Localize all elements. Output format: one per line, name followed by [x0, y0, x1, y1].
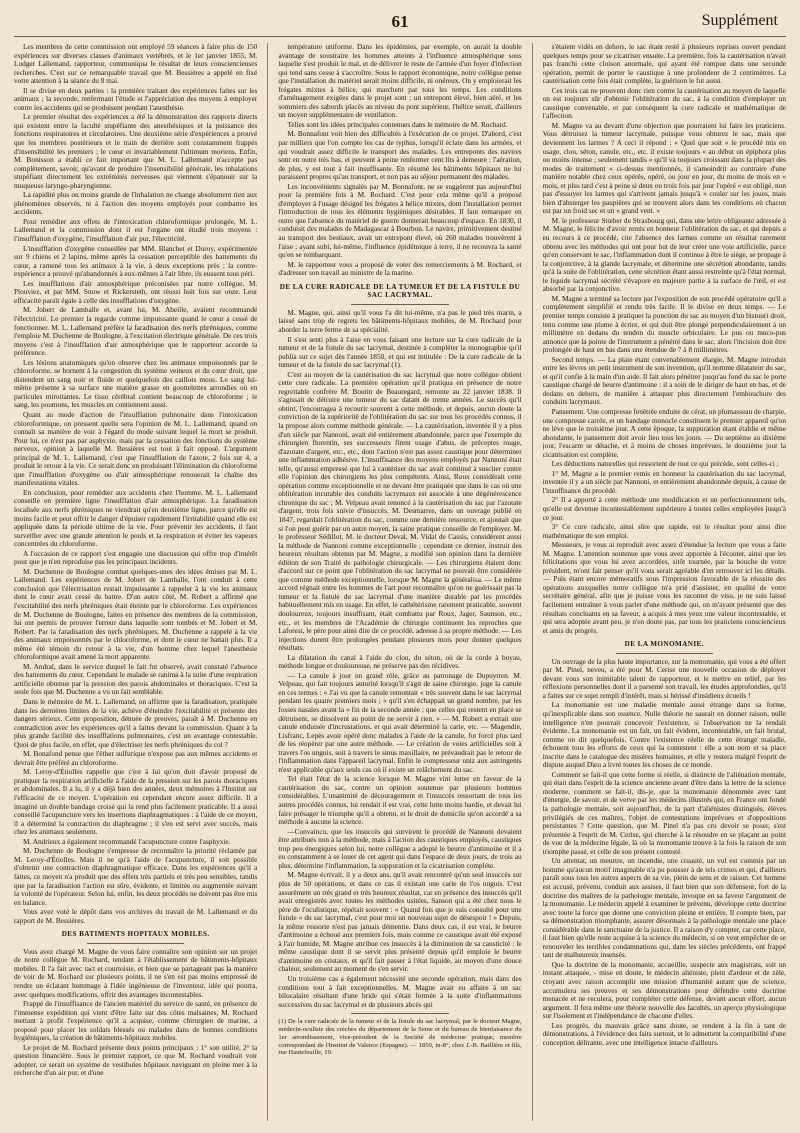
article-columns — [14, 43, 786, 1121]
section-rule — [87, 943, 184, 944]
paragraph: Les membres de cette commission ont employé 59 séances à faire plus de 150 expériences sur diverses classes d'animaux vertébrés, et le 1er janvier 1855, M. Ludger Lallemand, rapporteur, communiqua le résultat de leurs consciencieuses recherches. C'est sur ce remarquable travail que M. Bessières a appelé en fixé votre attention à la séance du 8 mai. — [14, 43, 258, 86]
paragraph: s'étaient vidés en dehors, le sac étant resté à plusieurs reprises ouvert pendant quelques temps pour se cicatriser ensuite. La première, fois la cautérisation n'avait pas franchi cette cloison anormale, qui ayant été rompue dans une seconde opération, permit de porter le caustique à une profondeur de 2 centimètres. La cautérisation cette fois était complète, la guérison le fut aussi. — [542, 43, 786, 86]
paragraph: 1° M. Magne a le premier remis en honneur la cautérisation du sac lacrymal, inventée il y a un siècle par Nannoni, et entièrement abandonnée depuis, à cause de l'insuffisance du procédé. — [542, 468, 786, 495]
page-number: 61 — [391, 12, 409, 31]
paragraph: —Convaincu, que les insuccès qui survirent le procédé de Nannoni devaient être attribués non à la méthode, mais à l'action des caustiques employés, caustiques trop peu énergiques selon lui, notre collègue a adopté le beurre d'antimoine et il a eu constamment à se louer de cet agent qui dans l'espace de deux jours, de trois au plus, détermine l'inflammation, la suppuration et la cicatrisation complète. — [278, 826, 522, 870]
paragraph: M. Bonnafont voit bien des difficultés à l'exécution de ce projet. D'abord, c'est par milliers que l'on compte les cas de typhus, lorsqu'il éclate dans les armées, et qui voudrait assez difficile le transport des malades. Les entreponts des navires sont en outre très bas, et peuvent à peine renfermer cent lits à demeure : l'aération, de plus, y est tout à fait insuffisante. En résumé les bâtiments hôpitaux ne lui paraissent propres qu'au transport, et non pas au séjour permanent des malades. — [278, 129, 522, 182]
paragraph: A l'occasion de ce rapport s'est engagée une discussion qui offre trop d'intérêt pour que je n'en reproduise pas les principaux incidents. — [14, 548, 258, 567]
footnote-rule — [351, 1013, 448, 1014]
paragraph: Comment se fait-il que cette forme si réelle, si distincte de l'aliénation mentale, qui était dans l'esprit de la science ancienne avant d'être dans la lettre de la science moderne, comment se fait-il, dis-je, que la monomanie dénommée avec tant d'énergie, de savoir, et de verve par les médecins illustrés qui, en France ont fondé la pathologie mentale, soit aujourd'hui, de la part d'aliénistes distingués, élèves privilégiés de ces maîtres, l'objet de contestations imprévues et d'oppositions persistantes ? Cette question, que M. Pinel n'a pas cru devoir se poser, s'est présentée à l'esprit de M. Cerise, qui cherche à la résoudre en se plaçant au point de vue de la médecine légale, là où la monomanie trouve à la fois la raison de son triomphe passé, et celle de son présent contesté. — [542, 769, 786, 856]
paragraph: M. Magne a terminé sa lecture par l'exposition de son procédé opératoire qu'il a complètement simplifié et rendu très facile. Il le divise en deux temps. — Le premier temps consiste à pratiquer la ponction du sac au moyen d'un bistouri droit, tenu comme une plume à écrire, et qui doit être plongé perpendiculairement à un millimètre en dedans du tendon du muscle orbiculaire. Le pus ou muco-pus annonce que la pointe de l'instrument a pénétré dans le sac, alors l'incision doit être prolongée de haut en bas dans une étendue de 7 à 8 millimètres. — [542, 293, 786, 355]
paragraph: Frappé de l'insuffisance de l'ancien matériel du service de santé, en présence de l'immense expédition qui vient d'être faite sur des côtes malsaines, M. Rochard mettant à profit l'expérience qu'il a acquise, comme chirurgien de marine, a proposé pour placer les soldats blessés ou malades dans de bonnes conditions hygiéniques, la création de bâtiments-hôpitaux mobiles. — [14, 999, 258, 1043]
paragraph: Pour remédier aux effets de l'intoxication chloroformique prolongée, M. L. Lallemand et la commission dont il est l'organe ont étudié trois moyens : l'insufflation d'oxygène, l'insufflation d'air pur, l'électricité. — [14, 216, 258, 244]
paragraph: Les inconvénients signalés par M. Bonnafont, ne se suggèrent pas aujourd'hui pour la première fois à M. Rochard. C'est pour cela même qu'il a proposé d'employer à l'usage désigné les frégates à hélice mixtes, dont l'installation permet l'introduction de tous les éléments hygiéniques désirables. Il faut remarquer en outre que l'absence du matériel de guerre donnerait beaucoup d'espace. En 1830, il conduisit des malades de Madagascar à Bourbon. Le navire, primitivement destiné au transport des bestiaux, avait un entrepont élevé, où 260 malades trouvèrent à l'aise ; ayant subi, lui-même, l'influence épidémique à terre, il ne recouvra la santé qu'en se rembarquant. — [278, 181, 522, 260]
paragraph: Un ouvrage de la plus haute importance, sur la monomanie, qui vous a été offert par M. Pinel, neveu, a été pour M. Cerise une nouvelle occasion de déployer devant vous son inimitable talent de rapporteur, et le mettre en relief, par les réflexions personnelles dont il a parsemé son travail, les études approfondies, qu'il a faites sur ce sujet rempli d'intérêt, mais si hérissé d'insidieux écueils ! — [542, 656, 786, 700]
paragraph: La monomanie est une maladie mentale aussi étrange dans sa forme, qu'inexplicable dans son essence. Nulle théorie ne saurait en donner raison, nulle intelligence n'en pourrait concevoir l'existence, si l'observation ne la rendait évidente. La monomanie est un fait, un fait évident, incontestable, un fait brutal, comme on dit quelquefois. Contre l'existence réelle de cette étrange maladie, échouent tous les efforts de ceux qui la contestent : elle a son nom et sa place inscrite dans le catalogue des misères humaines, et elle y restera malgré l'esprit de dispute auquel Dieu a livré toutes les choses de ce monde. — [542, 700, 786, 770]
paragraph: M. Magne, qui, ainsi qu'il vous l'a dit lui-même, n'a pas le pied très marin, a laissé sans trop de regrets les bâtiments-hôpitaux mobiles, de M. Rochard pour aborder la terre ferme de sa spécialité. — [278, 307, 522, 334]
paragraph: M. Leroy-d'Étiolles rappelle que c'est à lui qu'on doit d'avoir proposé de pratiquer la respiration artificielle à l'aide de la pression sur les parois thoraciques et abdominales. Il a lu, il y a déjà bien des années, deux mémoires à l'Institut sur l'efficacité de ce moyen. L'opération est cependant encore assez difficile. Il a imaginé un double bandage croisé qui la rend plus facilement praticable. Il a aussi conseillé l'acupuncture vers les insertions diaphragmatiques : à l'aide de ce moyen, il a déterminé la contraction du diaphragme ; il s'en est servi avec succès, mais chez les animaux seulement. — [14, 767, 258, 837]
column-separator — [267, 43, 268, 1121]
paragraph: Il se divise en deux parties : la première traitant des expériences faites sur les animaux ; la seconde, renfermant l'étude et l'appréciation des moyens à employer contre les accidents qui se produisent pendant l'anesthésie. — [14, 85, 258, 112]
paragraph: Un troisième cas a également nécessité une seconde opération, mais dans des conditions tout à fait exceptionnelles. M. Magne avait eu affaire à un sac bilocalaire résultant d'une bride qui s'était formée à la suite d'inflammations successives du sac lacrymal et de plusieurs abcès qui — [278, 973, 522, 1009]
paragraph: Telles sont les idées principales contenues dans le mémoire de M. Rochard. — [287, 119, 508, 129]
paragraph: C'est au moyen de la cautérisation du sac lacrymal que notre collègue obtient cette cure radicale. La première opération qu'il pratiqua en présence de notre regrettable confrère M. Boutin de Beauregard, remonte au 22 janvier 1838. Il s'agissait de détruire une tumeur du sac datant de trente années. Le succès qu'il obtint, l'encouragea à recourir souvent à cette méthode, et depuis, aucun doute la conviction de la supériorité de l'oblitération du sac sur tous les procédés connus, il la propose alors comme méthode générale. — La cautérisation, inventée il y a plus d'un siècle par Nannoni, avait été entièrement abandonnée, parce que l'exemple du chirurgien florentin, ses successeurs firent usage d'abus, de préceptes rouge, d'azotate d'argent, etc., etc., dont l'action n'est pas assez caustique pour déterminer une inflammation adhésive. L'insuffisance des moyens employés par Nannoni était telle, qu'aussi empressé que lui à cautériser du sac avait continué à susciter contre elle l'opinion des chirurgiens les plus compétents. Ainsi, Roux considérait cette opération comme exceptionnelle et ne devant être pratiquée que dans le cas où une oblitération incurable des conduits lacrymaux est associée à une dégénérescence chronique du sac ; M. Velpeau avait renoncé à la cautérisation du sac par l'azotate d'argent, trois fois suivie d'insuccès. M. Desmarres, dans un ouvrage publié en 1847, regardait l'oblitération du sac, comme une dernière ressource, et ajoutait que si l'on peut guérir par un autre moyen, la saine pratique conseille de l'employer. M. le professeur Sédillot, M. le docteur Deval, M. Vidal de Cassis, considèrent aussi la méthode de Nannoni comme exceptionnelle ; cependant ce dernier, instruit des heureux résultats obtenus par M. Magne, a modifié son opinion dans la dernière édition de son Traité de pathologie chirurgicale. — Les chirurgiens étaient donc d'accord sur ce point que l'oblitération du sac lacrymal ne pouvait être considérée que comme méthode exceptionnelle, lorsque M. Magne la généralisa. — Le même accord régnait entre les hommes de l'art pour reconnaître qu'on ne guérissait pas la tumeur et la fistule du sac lacrymal d'une manière durable par les procédés habituellement mis en usage. En effet, le cathétérisme rarement praticable, souvent douloureux, toujours insuffisant, était combattu par Roux, Jager, Saunson, etc., etc., et les membres de l'Académie de chirurgie continuent les reproches que Laforest, le père pour ainsi dire de ce procédé, adresse à sa propre méthode. — Les injections durent être prolongées pendant plusieurs mois pour donner quelques résultats. — [278, 369, 522, 653]
paragraph: Le projet de M. Rochard présente deux points principaux : 1° son utilité, 2° la question financière. Sous le premier rapport, ce que M. Rochard voudrait voir adopter, ce serait un système de vestibules hôpitaux naviguant en pleine mer à la recherche d'un air pur, et d'une — [14, 1042, 258, 1078]
running-head: Supplément — [701, 12, 778, 29]
section-title: DE LA CURE RADICALE DE LA TUMEUR ET DE LA FISTULE DU SAC LACRYMAL. — [279, 282, 521, 300]
column-2 — [278, 43, 521, 1121]
paragraph: La rapidité plus ou moins grande de l'inhalation ne change absolument rien aux phénomènes observés, ni à l'action des moyens employés pour combattre les accidents. — [14, 190, 258, 217]
paragraph: M. Magne écrivait, il y a deux ans, qu'il avait rencontré qu'un seul insuccès sur plus de 50 opérations, et dans ce cas il existait une carie de l'os unguis. C'est assurément un très grand et très heureux résultat, car en présence des insuccès qu'il avait enregistrés avec toutes les méthodes usitées, Sanson qui a été chez nous le père de l'oculistique, répétait souvent : « Quand fois que je suis consulté pour une fistule « du sac lacrymal, c'est pour moi un nouveau sujet de désespoir ! » Depuis, la même ressorte n'est pas jamais démentie. Dans deux cas, il est vrai, le beurre d'antimoine a échoué aux premiers fois, mais comme ce caustique avait été exposé à l'air humide, M. Magne attribue ces insuccès à la diminution de sa causticité : le même caustique dont il se servit plus présenté depuis qu'il emploie le beurre d'antimoine en cristaux, et qu'il fait passer à l'état liquide, au moyen d'une douce chaleur, seulement au moment de s'en servir. — [278, 870, 522, 974]
column-3 — [543, 43, 786, 1121]
paragraph: Vous avez chargé M. Magne de vous faire connaître son opinion sur un projet de notre collègue M. Rochard, tendant à l'établissement de bâtiments-hôpitaux mobiles. Il l'a fait avec tact et courtoisie, et bien que se partageant pas la manière de voir de M. Rochard sur plusieurs points, il ne s'en est pas moins empressé de rendre un éclatant hommage à l'idée ingénieuse de l'inventeur, idée qui pourra, avec quelques modifications, offrir des avantages incontestables. — [14, 946, 258, 999]
paragraph: Un attentat, un meurtre, un incendie, une cruauté, un vol est commis par un homme qu'aucun motif imaginable n'a pu pousser à de tels crimes et qui, d'ailleurs paraît sous tous les autres aspects de sa vie, plein de sens et de raison. Cet homme est accusé, prévenu, conduit aux assises, il faut bien que son défenseur, fort de la doctrine des maîtres de la pathologie mentale, invoque en sa faveur l'argument de la monomanie. Le médecin appelé à examiner le prévenu, développe cette doctrine avec toute la force que donne une conviction pleine et entière. Il compte bien, par sa démonstration triomphante, assurer désormais à la pathologie mentale une place considérable dans le sanctuaire de la justice. Il a raison d'y compter, car cette place, il faut bien qu'elle reste acquise à la science du médecin, si on veut empêcher de se renouveler les terribles condamnations qui, dans les siècles précédents, ont frappé tant de malheureux insensés. — [542, 856, 786, 960]
paragraph: Second temps. — La plaie étant convenablement élargie, M. Magne introduit entre les lèvres un petit instrument de son invention, qu'il nomme dilatateur du sac, et qu'il confie à la main d'un aide. Il fait alors pénétrer jusqu'au fond du sac le porte caustique chargé de beurre d'antimoine : il a soin de le diriger de haut en bas, et de dedans en dehors, de manière à attaquer plus directement l'embouchure des conduits lacrymaux. — [542, 354, 786, 407]
paragraph: Pansement. Une compresse fenêtrée enduite de cérat, un plumasseau de charpie, une compresse carrée, et un bandage monocle constituent le premier appareil qu'on ne lève que le troisième jour. A cette époque, la suppuration étant établie et même abondante, le pansement doit avoir lieu tous les jours. — Du septième au dixième jour, l'escarre se détache, et à moins de choses imprévues, le douzième jour la cicatrisation est complète. — [542, 406, 786, 459]
paragraph: M. Magne va au devant d'une objection que pourraient lui faire les praticiens. Vous détruisez la tumeur lacrymale, puisque vous obturez le sac, mais que deviennent les larmes ? A ceci il répond : « Quel que soit « le procédé mis en usage, clou, séton, canule, etc., etc. il existe toujours « au début un épiphora plus ou moins intense ; seulement tandis « qu'il va toujours croissant dans la plupart des modes de traitement « ci-dessus mentionnés, il s'amoindrit au contraire d'une manière notable chez ceux opérés, opéré, ou jour en jour, du moins de mois en « mois, et plus tard c'est à peine si deux ou trois fois par jour l'opéré « est obligé, non pas d'essuyer les larmes qui s'arrivent jamais jusqu'à « couler sur les joues, mais bien d'absterger les paupières qui se trouvent alors dans les conditions où chacun est par un froid sec et un « grand vent. » — [542, 120, 786, 216]
paragraph: M. le professeur Stœber de Strasbourg qui, dans une lettre obligeante adressée à M. Magne, le félicite d'avoir remis en honneur l'oblitération du sac, et qui depuis a eu recours à ce procédé, cite l'absence des larmes comme un résultat rarement obtenu avec les méthodes qui ont pour but de leur créer une voie artificielle, parce qu'en conservant le sac, l'inflammation dont il continue à être le siège, se propage à la conjonctive, à la glande lacrymale, et détermine une sécrétion abondante, tandis qu'à la suite de l'oblitération, cette sécrétion étant aussi restreinte qu'à l'état normal, le liquide lacrymal sécrété s'évapore en majeure partie à la surface de l'œil, et est absorbé par la conjonctive. — [542, 215, 786, 294]
column-separator — [532, 43, 533, 1121]
section-rule — [351, 304, 448, 305]
paragraph: Il s'est senti plus à l'aise en vous faisant une lecture sur la cure radicale de la tumeur et de la fistule du sac lacrymal, destinée à compléter la monographie qu'il publia sur ce sujet dès l'année 1850, et qui est intitulée : De la cure radicale de la tumeur et de la fistule du sac lacrymal (1). — [278, 334, 522, 370]
paragraph: M. Jobert de Lamballe et, avant lui, M. Abeille, avaient recommandé l'électricité. Le premier la regarde comme impuissante quand le cœur a cessé de fonctionner. M. L. Lallemand préfère la faradisation des nerfs phréniques, comme l'emploie M. Duchenne de Boulogne, à l'excitation électrique générale. De ces trois moyens c'est à l'insufflation d'air atmosphérique que le rapporteur accorde la préférence. — [14, 305, 258, 358]
paragraph: M. Andral, dans le service duquel le fait fut observé, avait constaté l'absence des battements du cœur. Cependant le malade se ranima à la suite d'une respiration artificielle obtenue par la pression des parois abdominales et thoraciques. C'est la seule fois que M. Duchenne a vu un fait semblable. — [14, 661, 258, 697]
paragraph: Dans le mémoire de M. L. Lallemand, on affirme que la faradisation, pratiquée dans les dernières limites de la vie, achève d'éteindre l'excitabilité et présente des dangers sérieux. Cette proposition, dénuée de preuves, paraît à M. Duchenne en contradiction avec les expériences qu'il a faites devant la commission. Quant à la plus grande facilité des insufflations pulmonaires, c'est un avantage contestable. Quoi de plus facile, en effet, que d'électriser les nerfs phréniques du col ? — [14, 697, 258, 749]
paragraph: Tel était l'état de la science lorsque M. Magne vint lutter en faveur de la cautérisation du sac, contre un opinion soutenue par plusieurs hommes considérables. L'unanimité de découragement et l'insuccès ressortant de tous les autres procédés connus, lui rendait il est vrai, cette lutte moins hardie, et devait lui faire présager le triomphe qu'il a obtenu, et le droit de domicile qu'on accordé a sa méthode à aucune la science. — [278, 774, 522, 827]
section-rule — [616, 653, 713, 654]
paragraph: Les progrès, du mauvais grâce sans doute, se rendent à la fin à tant de démonstrations, à l'évidence des faits surtout, et le admettent la compatibilité d'une conception délirante, avec une intelligence intacte d'ailleurs. — [542, 1020, 786, 1047]
paragraph: Quant au mode d'action de l'insufflation pulmonaire dans l'intoxication chloroformique, on pressent quelle sera l'opinion de M. L. Lallemand, quand on connaît sa manière de voir à l'égard du mode suivant lequel la mort se produit. Pour lui, ce n'est pas par asphyxie, mais par la cessation des fonctions du système nerveux, opinion à laquelle M. Bessières est tout à fait opposé. L'argument principal de M. L. Lallemand, c'est que l'insufflation de l'azote, 2 fois sur 4, a produit le retour à la vie. Ce serait donc en produisant l'élimination du chloroforme que l'insufflation d'oxygène ou d'air atmosphérique renouerait la chaîne des manifestations vitales. — [14, 409, 258, 488]
section-title: DES BATIMENTS HOPITAUX MOBILES. — [61, 930, 210, 939]
paragraph: Que la doctrine de la monomanie, accueillie, suspecte aux magistrats, soit un instant attaquée, - mise en doute, le médecin aliéniste, plein d'ardeur et de zèle, croyant avec raison accomplir une mission d'humanité autant que de science, accumulera ses preuves et ses démonstrations pour défendre cette doctrine menacée et ne reculera, pour compléter cette défense, devant aucun effort, aucun argument. Il fera même une théorie nouvelle des facultés, un aperçu physiologique sur l'isolement et l'indépendance de chacune d'elles. — [542, 959, 786, 1021]
paragraph: Le premier résultat des expériences a été la démonstration des rapports directs qui existent entre la faculté stupéfiante des anesthésiques et la puissance des fonctions respiratoires et circulatoires. Une deuxième série d'expériences a prouvé que les membres postérieurs et le train de derrière sont constamment frappés d'insensibilité les premiers ; le cœur et invariablement l'ultimum moriens. Enfin, M. Bonisson a établi ce fait important que M. L. Lallemand n'accepte pas complètement, savoir, qu'avant de produire l'insensibilité générale, les inhalations stupéfiant directement les extrémités nerveuses qui viennent s'épanouir sur la muqueuse laryngo-pharyngienne. — [14, 112, 258, 190]
paragraph: M. Bonafond pense que l'éther sulfurique n'expose pas aux mêmes accidents et devrait être préféré au chloroforme. — [14, 749, 258, 767]
paragraph: M. Duchenne de Boulogne combat quelques-unes des idées émises par M. L. Lallemand. Les expériences de M. Jobert de Lamballe, l'ont conduit à cette conclusion que l'électrisation restait impuissante à rappeler à la vie les animaux dont le cœur avait cessé de battre. D'un autre côté, M. Robert a affirmé que l'excitabilité des nerfs phréniques était éteinte par le chloroforme. Les expériences de M. Duchenne de Boulogne, faites en présence des membres de la commission, lui ont permis de prouver l'erreur dans laquelle sont tombés et M. Jobert et M. Robert. Par la faradisation des nerfs phréniques, M. Duchenne a rappelé à la vie des animaux empoisonnés par le chloroforme, et dont le cœur ne battait plus. Il a même été témoin du retour à la vie, d'un homme chez lequel l'anesthésie chloroformique avait amené la mort apparente. — [14, 566, 258, 662]
paragraph: L'insufflation d'oxygène conseillée par MM. Blanchet et Duroy, expérimentée sur 9 chiens et 2 lapins, même après la cessation perceptible des battements du cœur, a ramené tous les animaux à la vie, à deux exceptions près ; la contre-expérience a prouvé qu'abandonnés à eux-mêmes à l'air libre, ils eussent tous péri. — [14, 243, 258, 279]
paragraph: — La canule à jour un grand rôle, grâce au patronage de Dupuytren. M. Velpeau, qui fait toujours autorité lorsqu'il s'agit de saine chirurgie, juge la canule en ces termes : « J'ai vu que la canule remontait « très souvent dans le sac lacrymal pendant les quatre premiers mois ; « qu'il s'en échappait un grand nombre, par les fosses nasales avant la « fin de la seconde année ; que celles qui restent en place se détruisent, se dissolvent au point de ne servir à rien. » — M. Robert a extrait une canule enduisée d'incrustations, et qui avait déterminé la carie, etc. — Magendie, Lisfranc, Lepès avoir opéré donc malades à l'aide de la canule, fut forcé plus tard de les réopérer par une autre méthode. — Le création de voies artificielles soit à travers l'os unguis, soit à travers le sinus maxillaire, ne prévaudrait pas le retour de l'inflammation dans l'appareil lacrymal. Enfin le compresseur uniz aux astringents n'est applicable qu'aux seuls cas où il existe un relâchement du sac. — [278, 670, 522, 774]
paragraph: En conclusion, pour remédier aux accidents chez l'homme, M. L. Lallemand conseille en première ligne l'insufflation d'air atmosphérique. La faradisation localisée aux nerfs phréniques ne viendrait qu'en deuxième ligne, parce qu'elle est moins facile et peut offrir le danger d'épuiser rapidement l'irritabilité quand elle est appliquée dans la période ultime de la vie. Pour prévenir les accidents, il faut surveiller avec une grande attention le pouls et la respiration et éviter les vapeurs concentrées du chloroforme. — [14, 487, 258, 549]
column-1 — [14, 43, 257, 1121]
paragraph: 2° Il a apporté à cette méthode une modification et un perfectionnement tels, qu'elle est devenue incontestablement supérieure à toutes celles employées jusqu'à ce jour. — [542, 495, 786, 522]
paragraph: M. Andrieux a également recommandé l'acupuncture contre l'asphyxie. — [23, 836, 231, 846]
paragraph: température uniforme. Dans les épidémies, par exemple, on aurait la double avantage de soustraire les hommes atteints à l'influence atmosphérique sous laquelle s'est produit le mal, et de délivrer le reste de l'armée d'un foyer d'infection qui tend sans cesse à s'accroître. Sous le rapport économique, notre collègue pense que l'installation du matériel serait moins difficile, ni onéreux. On y emploierait les frégates mixtes à hélice, qui marchent par tous les temps. Les conditions d'aménagement exigées dans le projet sont : un entrepont élevé, bien aéré, et les sommiers des sabords placés au niveau du pont supérieur, l'hélice serait, d'ailleurs un moyen supplémentaire de ventilation. — [278, 43, 522, 120]
paragraph: Les lésions anatomiques qu'on observe chez les animaux empoisonnés par le chloroforme, se bornent à la congestion du système veineux et du cœur droit, que distendent un sang noir et fluide et quelquefois des caillots mous. Le sang lui-même présente à sa surface une matière grasse en gouttelettes arrondies où en particules miroitantes. Le tissu cérébral contient beaucoup de chloroforme ; le sang, les poumons, les muscles en contiennent aussi. — [14, 357, 258, 410]
paragraph: 3° Ce cure radicale, ainsi sûre que rapide, est le résultat pour ainsi dire mathématique de son emploi. — [542, 522, 786, 540]
footnote: (1) De la cure radicale de la tumeur et de la fistule du sac lacrymal, par le docteur Magne, médecin-oculiste des crèches du département de la Seine et du bureau de bienfaisance du 1er arrondissement, vice-président de la Société de médecine pratique, membre correspondant de l'Institut de Valence (Espagne). — 1850, in-8°, chez J.-B. Baillière et fils, rue Hautefeuille, 19. — [278, 1018, 522, 1057]
paragraph: Les insufflations d'air atmosphérique préconisées par notre collègue, M. Plouviez, et par MM. Snow et Rickersteth, ont réussi huit fois sur onze. Leur efficacité paraît égale à celle des insufflations d'oxygène. — [14, 278, 258, 305]
paragraph: Les déductions naturelles qui ressortent de tout ce qui précède, sont celles-ci : — [551, 459, 779, 469]
paragraph: Ces trois cas ne prouvent donc rien contre la cautérisation au moyen de laquelle on est toujours sûr d'obtenir l'oblitération du sac, à la condition d'employer un caustique convenable, et par conséquent la cure radicale et mathématique de l'affection. — [542, 85, 786, 121]
section-title: DE LA MONOMANIE. — [624, 640, 704, 649]
paragraph: Messieurs, je vous ai reproduit avec assez d'étendue la lecture que vous a faite M. Magne. L'attention soutenue que vous avez apportée à l'écouter, ainsi que les félicitations que vous lui avez accordées, sitôt tournée, par la bouche de votre président, m'ont fait penser qu'il vous serait agréable d'en retrouver ici les détails. — Puis étant encore mémoratifs sous l'impression favorable de la réussite des opérations auxquelles notre collègue m'a prié d'assister, en qualité de votre secrétaire général, afin que je puisse vous les raconter de visu, je ne suis laissé facilement entraîner à vous parler d'une méthode qui, on m'ayant présenté que des résultats concluants en sa faveur, a acquis à mes yeux une valeur incontestable, et qui sera adoptée avant peu, je n'en doute pas, par tous les praticiens consciencieux et amis du progrès. — [542, 540, 786, 635]
paragraph: La dilatation du canal à l'aide du clou, du séton, où de la corde à boyau, méthode longue et douloureuse, ne préserve pas des récidives. — [278, 652, 522, 671]
paragraph: M. le rapporteur vous a proposé de voter des remerciements à M. Rochard, et d'adresser son travail au ministre de la marine. — [278, 259, 522, 278]
page-header — [14, 12, 786, 37]
paragraph: M. Duchenne de Boulogne s'empresse de reconnaître la priorité réclamée par M. Leroy-d'Étiolles. Mais il ne qu'à l'aide de l'acupuncture, il soit possible d'obtenir une contraction diaphragmatique efficace. Dans les expériences qu'il a faites, ce moyen n'a produit que des effets très partiels et très peu sensibles, tandis que par la faradisation l'action est sûre, évidente, et limitée ou augmentée suivant la volonté de l'opérateur. Selon lui, enfin, les deux procédés ne doivent pas être mis en balance. — [14, 846, 258, 907]
paragraph: Vous avez voté le dépôt dans vos archives du travail de M. Lallemand et du rapport de M. Bessières. — [14, 907, 258, 925]
